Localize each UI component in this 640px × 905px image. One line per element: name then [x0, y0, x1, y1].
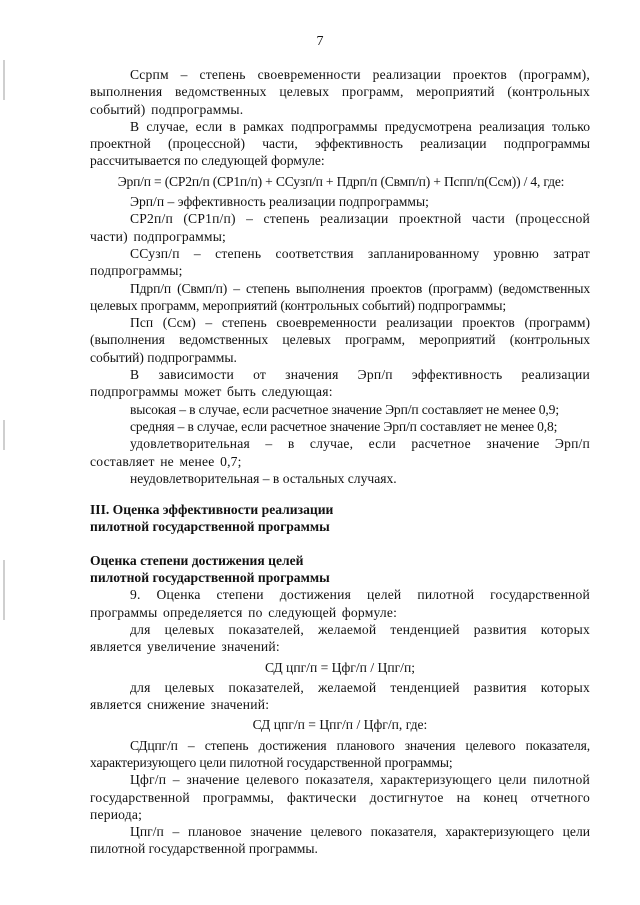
paragraph: Цфг/п – значение целевого показателя, характеризующего цели пилотной государственной программы, фактически достигнутое на конец отчетного периода; — [90, 772, 590, 822]
paragraph: СР2п/п (СР1п/п) – степень реализации проектной части (процессной части) подпрограммы; — [90, 211, 590, 244]
document-body — [90, 66, 590, 858]
section-heading-line: пилотной государственной программы — [90, 519, 330, 535]
paragraph: Сcрпм – степень своевременности реализации проектов (программ), выполнения ведомственных целевых программ, мероприятий (контрольных событий) подпрограммы. — [90, 67, 590, 117]
paragraph: для целевых показателей, желаемой тенденцией развития которых является увеличение значений: — [90, 621, 590, 655]
subsection-heading-line: пилотной государственной программы — [90, 570, 330, 586]
list-item: высокая – в случае, если расчетное значение Эрп/п составляет не менее 0,9; — [130, 401, 559, 417]
list-item: неудовлетворительная – в остальных случаях. — [130, 470, 397, 486]
formula: Эрп/п = (СР2п/п (СР1п/п) + ССузп/п + Пдрп/п (Свмп/п) + Пспп/п(Ссм)) / 4, где: — [117, 173, 565, 189]
formula: СД цпг/п = Цпг/п / Цфг/п, где: — [252, 717, 428, 733]
page-number: 7 — [316, 34, 324, 49]
paragraph: ССузп/п – степень соответствия запланированному уровню затрат подпрограммы; — [90, 245, 590, 279]
margin-scan-mark — [3, 420, 5, 450]
list-item: удовлетворительная – в случае, если расчетное значение Эрп/п составляет не менее 0,7; — [90, 436, 590, 469]
paragraph: СДцпг/п – степень достижения планового значения целевого показателя, характеризующего цели пилотной государственной программы; — [90, 737, 590, 770]
paragraph: для целевых показателей, желаемой тенденцией развития которых является снижение значений: — [90, 679, 590, 713]
paragraph: Эрп/п – эффективность реализации подпрограммы; — [130, 194, 429, 210]
paragraph: Псп (Ссм) – степень своевременности реализации проектов (программ) (выполнения ведомственных целевых программ, мероприятий (контрольных событий) подпрограммы. — [90, 315, 590, 365]
paragraph: В зависимости от значения Эрп/п эффективность реализации подпрограммы может быть следующая: — [90, 367, 590, 400]
section-heading-line: III. Оценка эффективности реализации — [90, 502, 334, 518]
subsection-heading-line: Оценка степени достижения целей — [90, 552, 304, 568]
paragraph: В случае, если в рамках подпрограммы предусмотрена реализация только проектной (процессной) части, эффективность реализации подпрограммы рассчитывается по следующей формуле: — [90, 118, 590, 169]
margin-scan-mark — [3, 560, 5, 620]
margin-scan-mark — [3, 60, 5, 100]
formula: СД цпг/п = Цфг/п / Цпг/п; — [264, 659, 416, 675]
list-item: средняя – в случае, если расчетное значение Эрп/п составляет не менее 0,8; — [130, 418, 558, 434]
paragraph: 9. Оценка степени достижения целей пилотной государственной программы определяется по следующей формуле: — [90, 587, 590, 620]
paragraph: Цпг/п – плановое значение целевого показателя, характеризующего цели пилотной государственной программы. — [90, 824, 590, 857]
paragraph: Пдрп/п (Свмп/п) – степень выполнения проектов (программ) (ведомственных целевых программ, мероприятий (контрольных событий) подпрограммы; — [90, 280, 590, 313]
